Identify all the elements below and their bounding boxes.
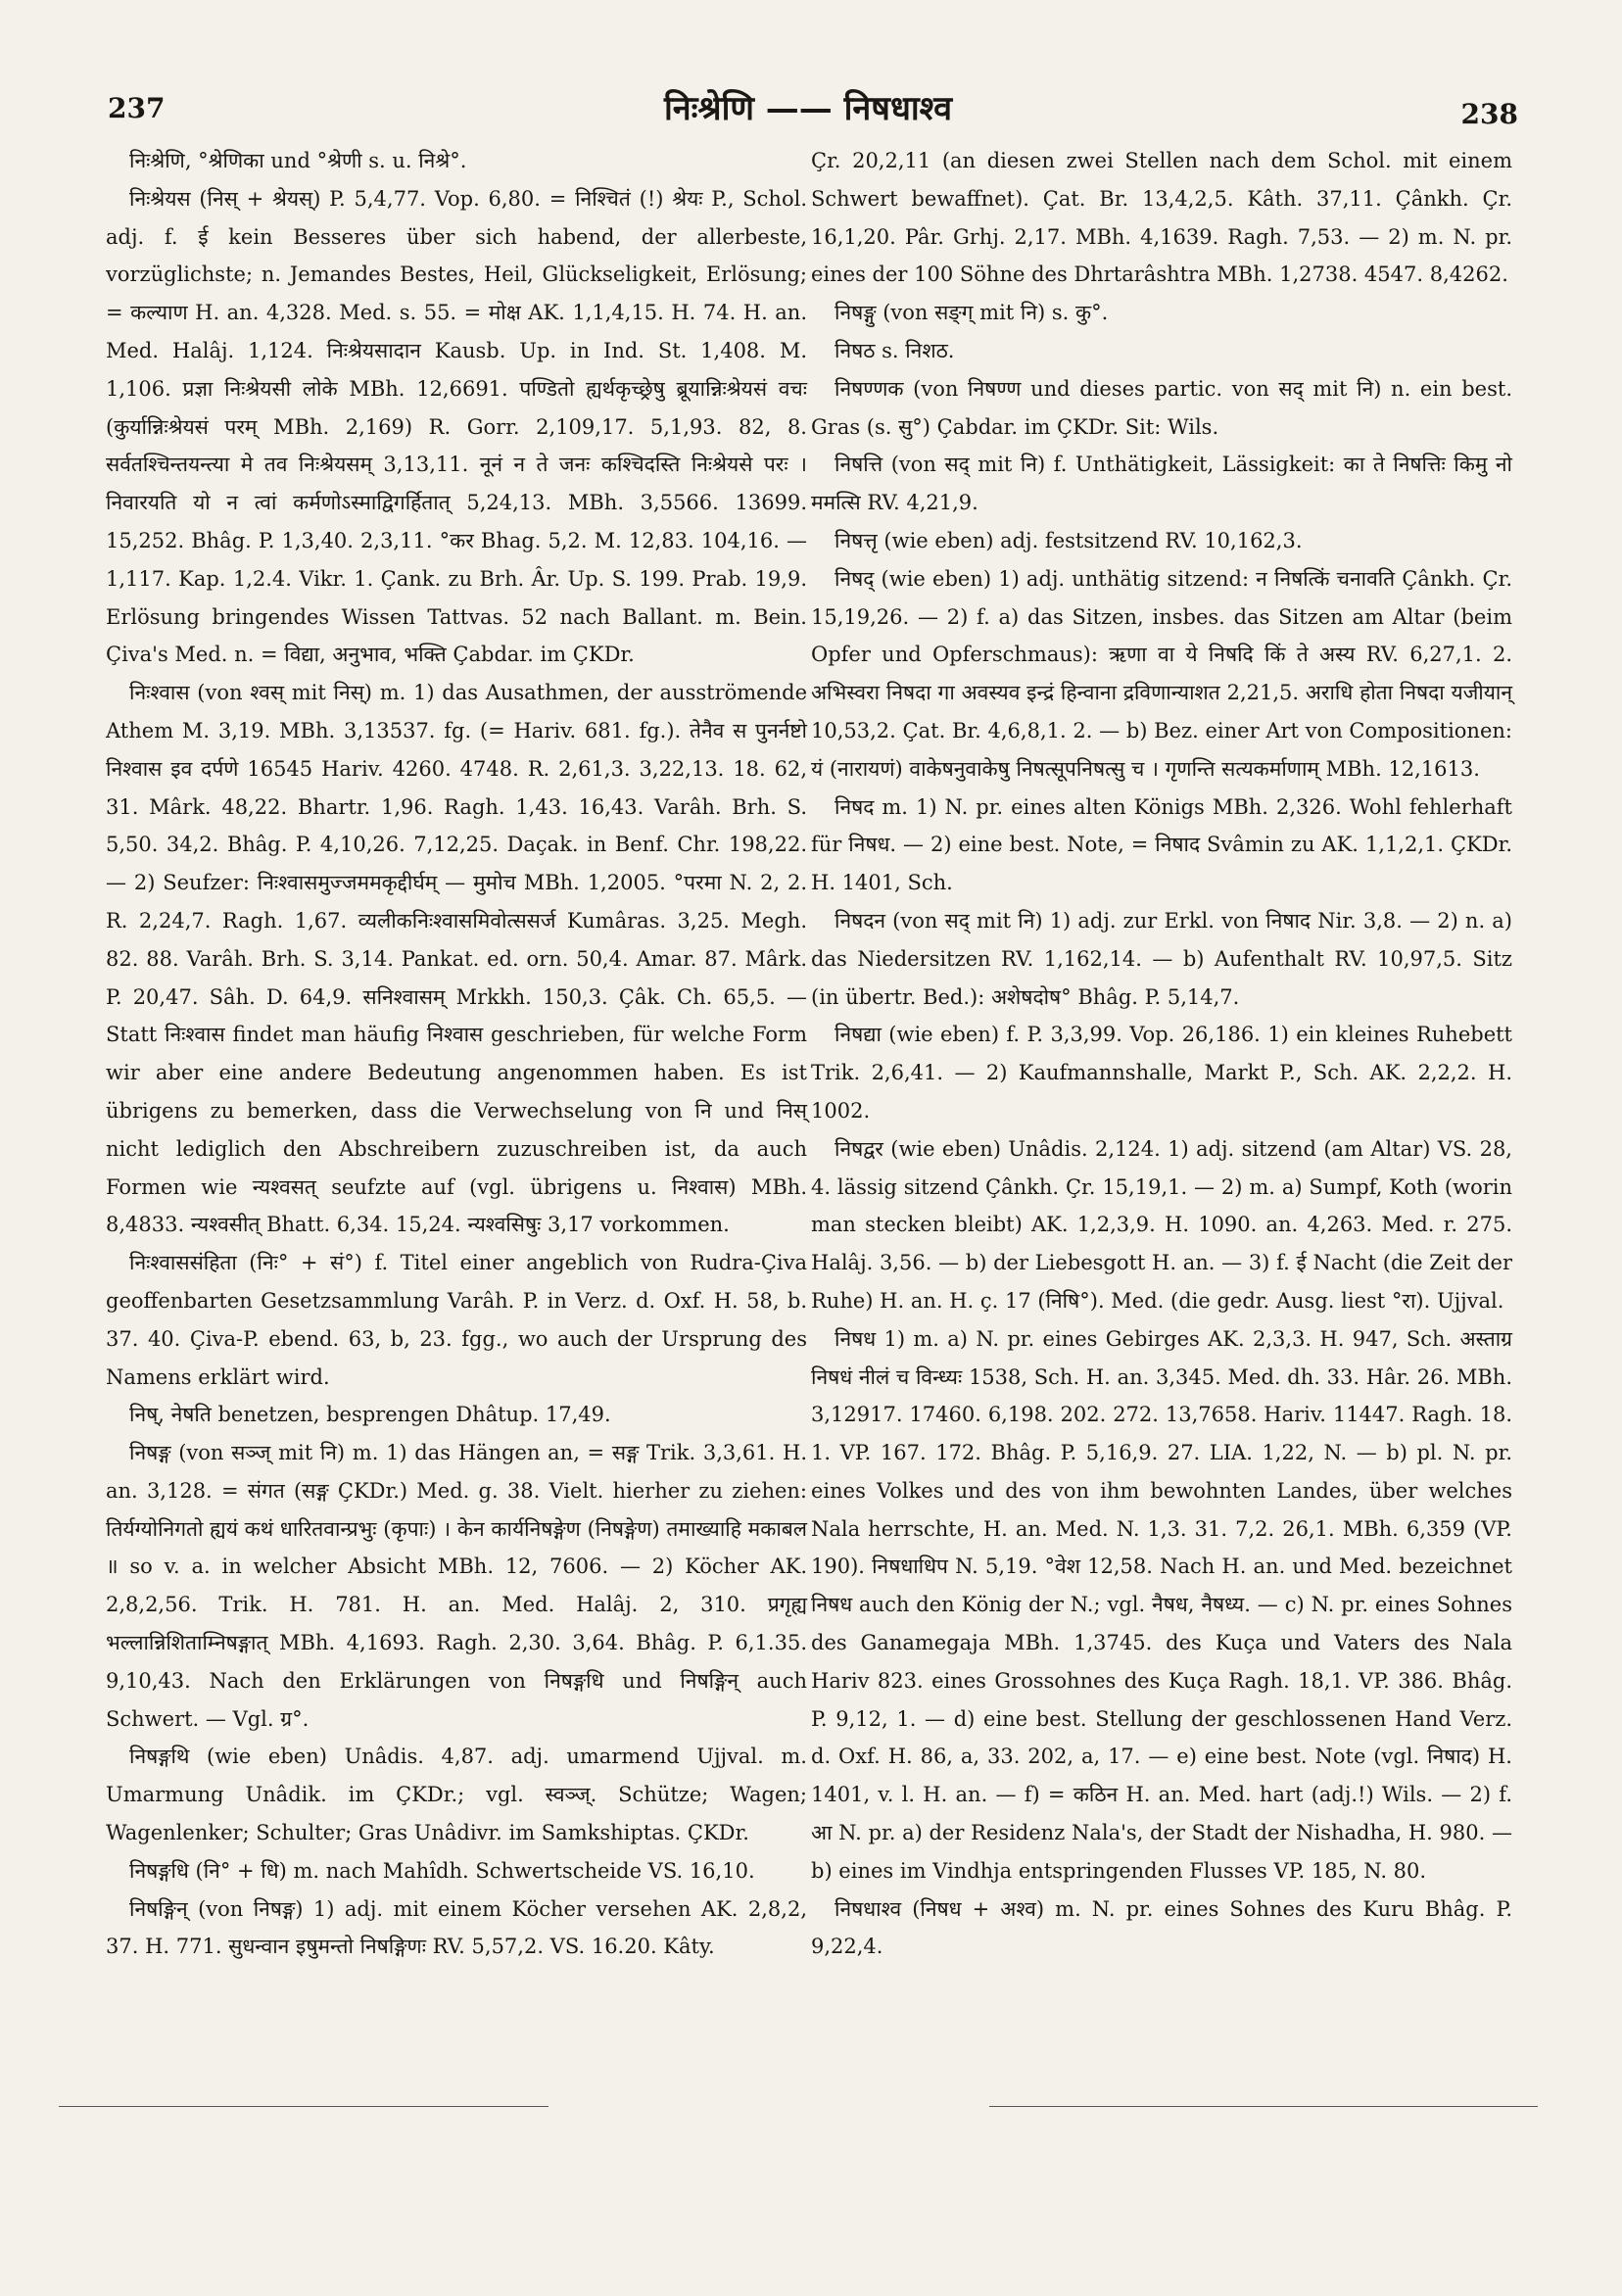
entry-nishangin: निषङ्गिन् (von निषङ्ग) 1) adj. mit einem Köcher versehen AK. 2,8,2, 37. H. 771. सुधन्वान इषुमन्तो निषङ्गिणः RV. 5,57,2. VS. 16.20. Kâty. bbox=[106, 1896, 807, 1959]
entry-nish: निष्, नेषति benetzen, besprengen Dhâtup. 17,49. bbox=[129, 1403, 611, 1427]
entry-nishadana: निषदन (von सद् mit नि) 1) adj. zur Erkl. von निषाद Nir. 3,8. — 2) n. a) das Niedersitzen RV. 1,162,14. — b) Aufenthalt RV. 10,97,5. Sitz (in übertr. Bed.): अशेषदोष° Bhâg. P. 5,14,7. bbox=[811, 908, 1512, 1009]
left-column bbox=[106, 142, 807, 1966]
running-head: निःश्रेणि —— निषधाश्व bbox=[663, 89, 953, 128]
page-number-right: 238 bbox=[1460, 98, 1518, 130]
entry-nihshreyasa: निःश्रेयस (निस् + श्रेयस्) P. 5,4,77. Vop. 6,80. = निश्चितं (!) श्रेयः P., Schol. adj. f. ई kein Besseres über sich habend, der allerbeste, vorzüglichste; n. Jemandes Bestes, Heil, Glückseligkeit, Erlösung; = कल्याण H. an. 4,328. Med. s. 55. = मोक्ष AK. 1,1,4,15. H. 74. H. an. Med. Halâj. 1,124. निःश्रेयसादान Kausb. Up. in Ind. St. 1,408. M. 1,106. प्रज्ञा निःश्रेयसी लोके MBh. 12,6691. पण्डितो ह्यर्थकृच्छ्रेषु ब्रूयान्निःश्रेयसं वचः (कुर्यान्निःश्रेयसं परम् MBh. 2,169) R. Gorr. 2,109,17. 5,1,93. 82, 8. सर्वतश्चिन्तयन्त्या मे तव निःश्रेयसम् 3,13,11. नूनं न ते जनः कश्चिदस्ति निःश्रेयसे परः । निवारयति यो न त्वां कर्मणोऽस्माद्विगर्हितात् 5,24,13. MBh. 3,5566. 13699. 15,252. Bhâg. P. 1,3,40. 2,3,11. °कर Bhag. 5,2. M. 12,83. 104,16. — 1,117. Kap. 1,2.4. Vikr. 1. Çank. zu Brh. Âr. Up. S. 199. Prab. 19,9. Erlösung bringendes Wissen Tattvas. 52 nach Ballant. m. Bein. Çiva's Med. n. = विद्या, अनुभाव, भक्ति Çabdar. im ÇKDr. bbox=[106, 186, 807, 667]
page-header bbox=[98, 84, 1518, 131]
entry-nihshreni: निःश्रेणि, °श्रेणिका und °श्रेणी s. u. निश्रे°. bbox=[129, 149, 467, 172]
entry-nishangathi: निषङ्गथि (wie eben) Unâdis. 4,87. adj. umarmend Ujjval. m. Umarmung Unâdik. im ÇKDr.; vgl. स्वञ्ज्. Schütze; Wagen; Wagenlenker; Schulter; Gras Unâdivr. im Samkshiptas. ÇKDr. bbox=[106, 1745, 807, 1845]
entry-nishadha: निषध 1) m. a) N. pr. eines Gebirges AK. 2,3,3. H. 947, Sch. अस्ताग्र निषधं नीलं च विन्ध्यः 1538, Sch. H. an. 3,345. Med. dh. 33. Hâr. 26. MBh. 3,12917. 17460. 6,198. 202. 272. 13,7658. Hariv. 11447. Ragh. 18. 1. VP. 167. 172. Bhâg. P. 5,16,9. 27. LIA. 1,22, N. — b) pl. N. pr. eines Volkes und des von ihm bewohnten Landes, über welches Nala herrschte, H. an. Med. N. 1,3. 31. 7,2. 26,1. MBh. 6,359 (VP. 190). निषधाधिप N. 5,19. °वेश 12,58. Nach H. an. und Med. bezeichnet निषध auch den König der N.; vgl. नैषध, नैषध्य. — c) N. pr. eines Sohnes des Ganamegaja MBh. 1,3745. des Kuça und Vaters des Nala Hariv 823. eines Grossohnes des Kuça Ragh. 18,1. VP. 386. Bhâg. P. 9,12, 1. — d) eine best. Stellung der geschlossenen Hand Verz. d. Oxf. H. 86, a, 33. 202, a, 17. — e) eine best. Note (vgl. निषाद) H. 1401, v. l. H. an. — f) = कठिन H. an. Med. hart (adj.!) Wils. — 2) f. आ N. pr. a) der Residenz Nala's, der Stadt der Nishadha, H. 980. — b) eines im Vindhja entspringenden Flusses VP. 185, N. 80. bbox=[811, 1326, 1512, 1883]
entry-nihshvasasamhita: निःश्वाससंहिता (निः° + सं°) f. Titel einer angeblich von Rudra-Çiva geoffenbarten Gesetzsammlung Varâh. P. in Verz. d. Oxf. H. 58, b. 37. 40. Çiva-P. ebend. 63, b, 23. fgg., wo auch der Ursprung des Namens erklärt wird. bbox=[106, 1251, 807, 1389]
page-number-left: 237 bbox=[108, 92, 166, 124]
entry-nishangin-cont: Çr. 20,2,11 (an diesen zwei Stellen nach dem Schol. mit einem Schwert bewaffnet). Çat. Br. 13,4,2,5. Kâth. 37,11. Çânkh. Çr. 16,1,20. Pâr. Grhj. 2,17. MBh. 4,1639. Ragh. 7,53. — 2) m. N. pr. eines der 100 Söhne des Dhrtarâshtra MBh. 1,2738. 4547. 8,4262. bbox=[811, 149, 1512, 287]
entry-nishannaka: निषण्णक (von निषण्ण und dieses partic. von सद् mit नि) n. ein best. Gras (s. सु°) Çabdar. im ÇKDr. Sit: Wils. bbox=[811, 376, 1512, 439]
entry-nishangadhi: निषङ्गधि (नि° + धि) m. nach Mahîdh. Schwertscheide VS. 16,10. bbox=[129, 1858, 755, 1883]
entry-nishatha: निषठ s. निशठ. bbox=[835, 338, 955, 362]
entry-nishada: निषद m. 1) N. pr. eines alten Königs MBh. 2,326. Wohl fehlerhaft für निषध. — 2) eine best. Note, = निषाद Svâmin zu AK. 1,1,2,1. ÇKDr. H. 1401, Sch. bbox=[811, 794, 1512, 895]
footer-rule-left bbox=[59, 2106, 549, 2107]
footer-rule-right bbox=[989, 2106, 1538, 2107]
entry-nishangu: निषङ्गु (von सङ्ग् mit नि) s. कु°. bbox=[835, 301, 1109, 325]
entry-nishadya: निषद्या (wie eben) f. P. 3,3,99. Vop. 26,186. 1) ein kleines Ruhebett Trik. 2,6,41. — 2) Kaufmannshalle, Markt P., Sch. AK. 2,2,2. H. 1002. bbox=[811, 1023, 1512, 1123]
entry-nishattri: निषत्तृ (wie eben) adj. festsitzend RV. 10,162,3. bbox=[835, 528, 1303, 552]
right-column bbox=[811, 142, 1512, 1966]
entry-nishatti: निषत्ति (von सद् mit नि) f. Unthätigkeit, Lässigkeit: का ते निषत्तिः किमु नो ममत्सि RV. 4,21,9. bbox=[811, 453, 1512, 515]
entry-nishadvara: निषद्वर (wie eben) Unâdis. 2,124. 1) adj. sitzend (am Altar) VS. 28, 4. lässig sitzend Çânkh. Çr. 15,19,1. — 2) m. a) Sumpf, Koth (worin man stecken bleibt) AK. 1,2,3,9. H. 1090. an. 4,263. Med. r. 275. Halâj. 3,56. — b) der Liebesgott H. an. — 3) f. ई Nacht (die Zeit der Ruhe) H. an. H. ç. 17 (निषि°). Med. (die gedr. Ausg. liest °रा). Ujjval. bbox=[811, 1136, 1512, 1313]
entry-nihshvasa: निःश्वास (von श्वस् mit निस्) m. 1) das Ausathmen, der ausströmende Athem M. 3,19. MBh. 3,13537. fg. (= Hariv. 681. fg.). तेनैव स पुनर्नष्टो निश्वास इव दर्पणे 16545 Hariv. 4260. 4748. R. 2,61,3. 3,22,13. 18. 62, 31. Mârk. 48,22. Bhartr. 1,96. Ragh. 1,43. 16,43. Varâh. Brh. S. 5,50. 34,2. Bhâg. P. 4,10,26. 7,12,25. Daçak. in Benf. Chr. 198,22. — 2) Seufzer: निःश्वासमुज्जममकृद्दीर्घम् — मुमोच MBh. 1,2005. °परमा N. 2, 2. R. 2,24,7. Ragh. 1,67. व्यलीकनिःश्वासमिवोत्ससर्ज Kumâras. 3,25. Megh. 82. 88. Varâh. Brh. S. 3,14. Pankat. ed. orn. 50,4. Amar. 87. Mârk. P. 20,47. Sâh. D. 64,9. सनिश्वासम् Mrkkh. 150,3. Çâk. Ch. 65,5. — Statt निःश्वास findet man häufig निश्वास geschrieben, für welche Form wir aber eine andere Bedeutung angenommen haben. Es ist übrigens zu bemerken, dass die Verwechselung von नि und निस् nicht lediglich den Abschreibern zuzuschreiben ist, da auch Formen wie न्यश्वसत् seufzte auf (vgl. übrigens u. निश्वास) MBh. 8,4833. न्यश्वसीत् Bhatt. 6,34. 15,24. न्यश्वसिषुः 3,17 vorkommen. bbox=[106, 681, 807, 1237]
entry-nishad: निषद् (wie eben) 1) adj. unthätig sitzend: न निषत्किं चनावति Çânkh. Çr. 15,19,26. — 2) f. a) das Sitzen, insbes. das Sitzen am Altar (beim Opfer und Opferschmaus): ऋणा वा ये निषदि किं ते अस्य RV. 6,27,1. 2. अभिस्वरा निषदा गा अवस्यव इन्द्रं हिन्वाना द्रविणान्याशत 2,21,5. अराधि होता निषदा यजीयान् 10,53,2. Çat. Br. 4,6,8,1. 2. — b) Bez. einer Art von Compositionen: यं (नारायणं) वाकेषनुवाकेषु निषत्सूपनिषत्सु च । गृणन्ति सत्यकर्माणाम् MBh. 12,1613. bbox=[811, 566, 1512, 781]
entry-nishanga: निषङ्ग (von सञ्ज् mit नि) m. 1) das Hängen an, = सङ्ग Trik. 3,3,61. H. an. 3,128. = संगत (सङ्ग ÇKDr.) Med. g. 38. Vielt. hierher zu ziehen: तिर्यग्योनिगतो ह्ययं कथं धारितवान्प्रभुः (कृपाः) । केन कार्यनिषङ्गेण (निषङ्गेण) तमाख्याहि मकाबल ॥ so v. a. in welcher Absicht MBh. 12, 7606. — 2) Köcher AK. 2,8,2,56. Trik. H. 781. H. an. Med. Halâj. 2, 310. प्रगृह्य भल्लान्निशिताम्निषङ्गात् MBh. 4,1693. Ragh. 2,30. 3,64. Bhâg. P. 6,1.35. 9,10,43. Nach den Erklärungen von निषङ्गधि und निषङ्गिन् auch Schwert. — Vgl. ग्र°. bbox=[106, 1441, 807, 1731]
entry-nishadhashva: निषधाश्व (निषध + अश्व) m. N. pr. eines Sohnes des Kuru Bhâg. P. 9,22,4. bbox=[811, 1896, 1512, 1959]
